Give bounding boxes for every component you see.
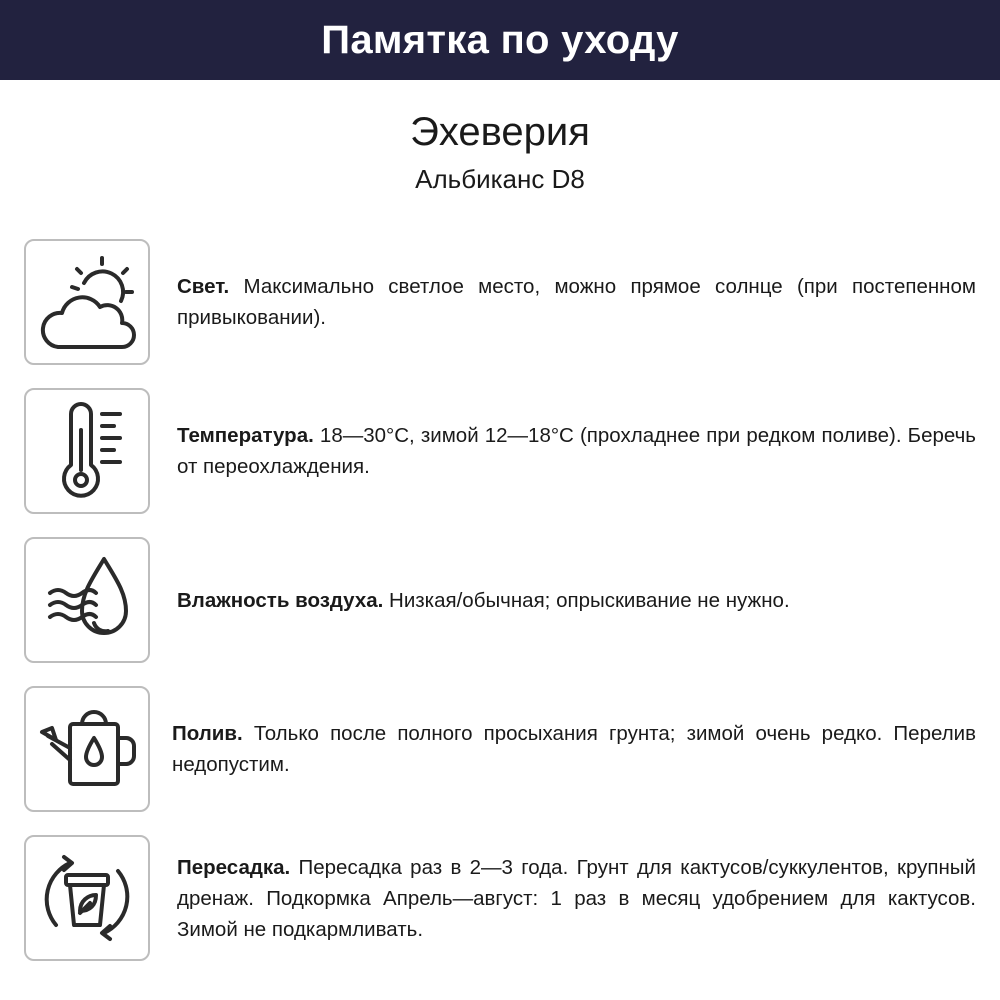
plant-variety: Альбиканс D8 <box>415 164 585 194</box>
care-item-text <box>177 585 976 616</box>
care-item-description: Только после полного просыхания грунта; зимой очень редко. Перелив недопустим. <box>172 722 976 776</box>
care-item-text <box>177 420 976 482</box>
thermometer-icon <box>24 388 150 514</box>
humidity-drop-icon <box>24 537 150 663</box>
repot-icon <box>24 835 150 961</box>
care-item-humidity <box>24 537 976 663</box>
header-bar <box>0 0 1000 80</box>
care-item-title: Свет. <box>177 275 230 298</box>
care-item-title: Температура. <box>177 424 314 447</box>
care-item-description: Пересадка раз в 2—3 года. Грунт для кактусов/суккулентов, крупный дренаж. Подкормка Апрель—август: 1 раз в месяц удобрением для кактусов. Зимой не подкармливать. <box>177 855 976 941</box>
care-item-light <box>24 239 976 365</box>
watering-can-icon <box>24 686 150 812</box>
care-item-title: Пересадка. <box>177 855 291 879</box>
care-item-text <box>177 271 976 333</box>
care-item-description: Низкая/обычная; опрыскивание не нужно. <box>383 588 790 612</box>
care-item-title: Влажность воздуха. <box>177 588 384 612</box>
page-title: Памятка по уходу <box>321 17 679 62</box>
care-item-description: Максимально светлое место, можно прямое солнце (при постепенном привыковании). <box>177 275 976 329</box>
care-item-description: 18—30°C, зимой 12—18°C (прохладнее при редком поливе). Беречь от переохлаждения. <box>177 424 976 478</box>
care-item-watering <box>24 686 976 812</box>
sun-cloud-icon <box>24 239 150 365</box>
care-item-title: Полив. <box>172 722 243 745</box>
care-item-repotting <box>24 835 976 961</box>
care-item-text <box>172 718 976 780</box>
plant-name: Эхеверия <box>410 110 590 154</box>
care-item-text <box>177 852 976 945</box>
care-item-temperature <box>24 388 976 514</box>
